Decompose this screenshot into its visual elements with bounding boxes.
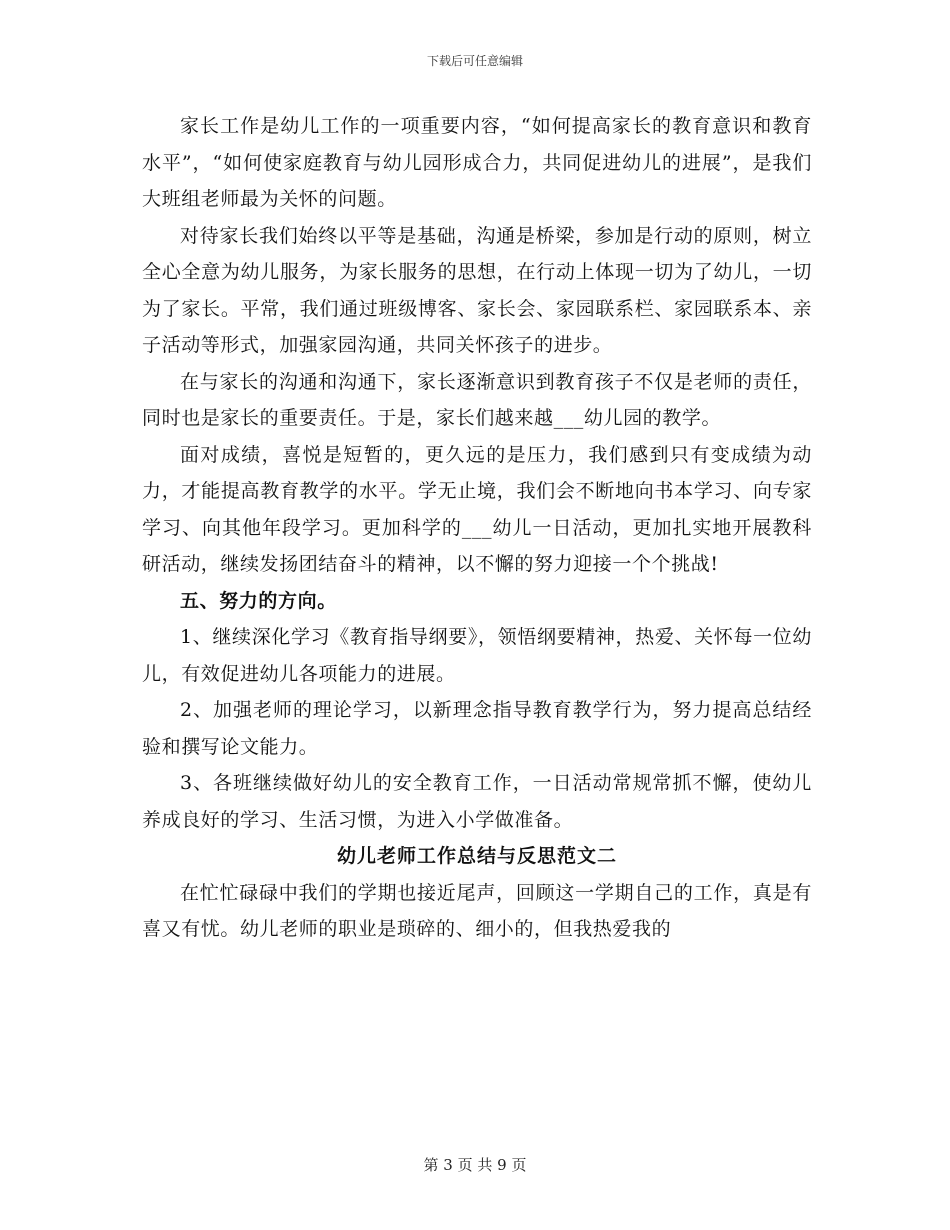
document-body xyxy=(142,108,812,948)
page-header: 下载后可任意编辑 xyxy=(426,54,523,68)
paragraph-semester-review: 在忙忙碌碌中我们的学期也接近尾声，回顾这一学期自己的工作，真是有喜又有忧。幼儿老师的职业是琐碎的、细小的，但我热爱我的 xyxy=(142,881,812,940)
paragraph-parent-work: 家长工作是幼儿工作的一项重要内容，“如何提高家长的教育意识和教育水平”，“如何使家庭教育与幼儿园形成合力，共同促进幼儿的进展”，是我们大班组老师最为关怀的问题。 xyxy=(142,115,812,210)
page-footer: 第 3 页 共 9 页 xyxy=(423,1156,527,1174)
paragraph-achievements: 面对成绩，喜悦是短暂的，更久远的是压力，我们感到只有变成绩为动力，才能提高教育教学的水平。学无止境，我们会不断地向书本学习、向专家学习、向其他年段学习。更加科学的___幼儿一日活动，更加扎实地开展教科研活动，继续发扬团结奋斗的精神，以不懈的努力迎接一个个挑战! xyxy=(142,443,812,575)
list-item-3: 3、各班继续做好幼儿的安全教育工作，一日活动常规常抓不懈，使幼儿养成良好的学习、生活习惯，为进入小学做准备。 xyxy=(142,772,812,831)
list-item-2: 2、加强老师的理论学习，以新理念指导教育教学行为，努力提高总结经验和撰写论文能力。 xyxy=(142,699,812,758)
article-title-2: 幼儿老师工作总结与反思范文二 xyxy=(336,845,617,867)
paragraph-communication: 对待家长我们始终以平等是基础，沟通是桥梁，参加是行动的原则，树立全心全意为幼儿服务，为家长服务的思想，在行动上体现一切为了幼儿，一切为了家长。平常，我们通过班级博客、家长会、家园联系栏、家园联系本、亲子活动等形式，加强家园沟通，共同关怀孩子的进步。 xyxy=(142,224,812,356)
section-heading-direction: 五、努力的方向。 xyxy=(180,589,337,612)
list-item-1: 1、继续深化学习《教育指导纲要》，领悟纲要精神，热爱、关怀每一位幼儿，有效促进幼儿各项能力的进展。 xyxy=(142,626,812,685)
paragraph-parent-awareness: 在与家长的沟通和沟通下，家长逐渐意识到教育孩子不仅是老师的责任，同时也是家长的重要责任。于是，家长们越来越___幼儿园的教学。 xyxy=(142,370,812,429)
